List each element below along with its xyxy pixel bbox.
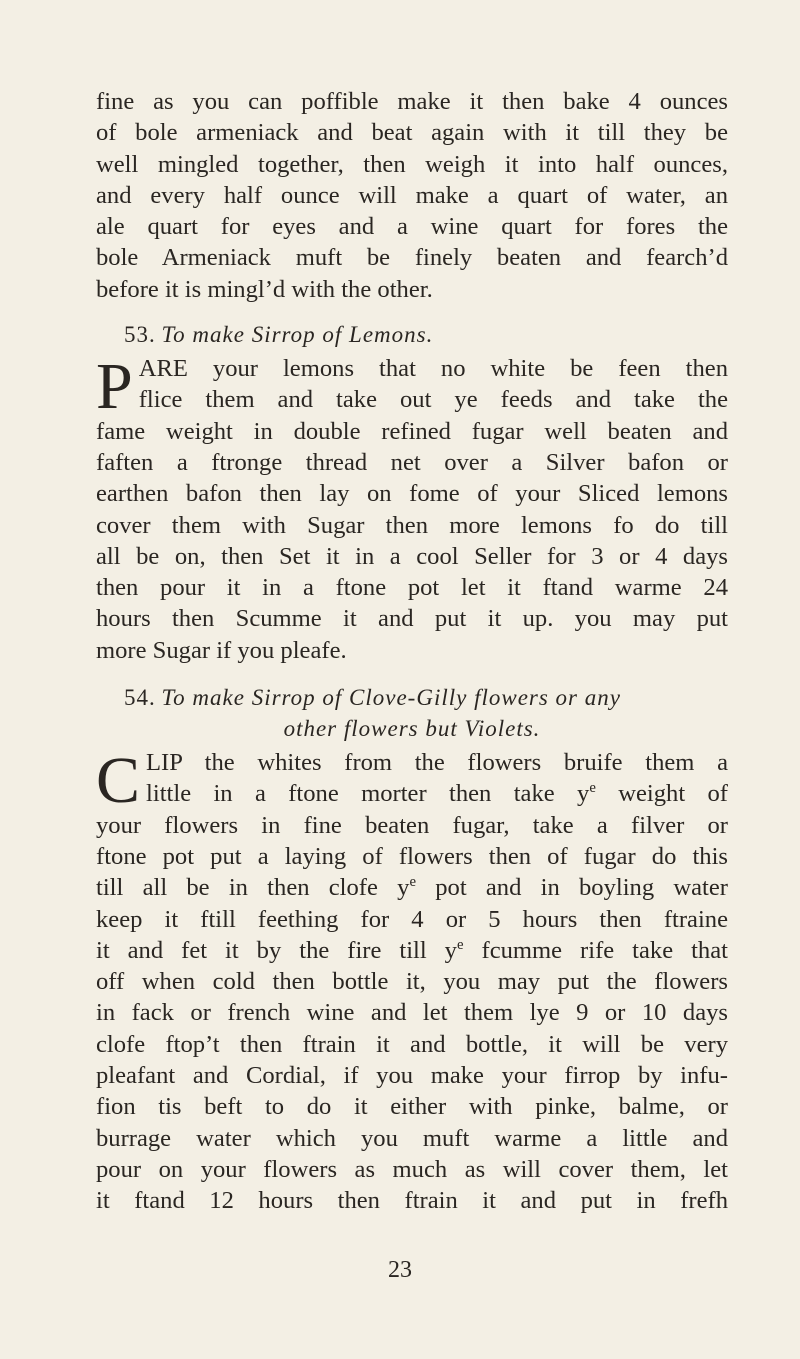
recipe-body (96, 744, 728, 1216)
recipe-heading (96, 319, 728, 350)
text-line: before it is mingl’d with the other. (96, 275, 433, 303)
text-line: bole Armeniack muft be finely beaten and fearch’d (96, 244, 728, 272)
superscript: e (589, 780, 596, 797)
page-number: 23 (388, 1257, 412, 1283)
text-line: pleafant and Cordial, if you make your firrop by infu- (96, 1062, 728, 1090)
text-line: well mingled together, then weigh it into half ounces, (96, 150, 728, 178)
recipe-54 (96, 682, 728, 1216)
recipe-heading (96, 682, 728, 713)
text-line: in fack or french wine and let them lye 9 or 10 days (96, 999, 728, 1027)
text-line: all be on, then Set it in a cool Seller for 3 or 4 days (96, 542, 728, 570)
text-line: fion tis beft to do it either with pinke, balme, or (96, 1093, 728, 1121)
text-line: fine as you can poffible make it then bake 4 ounces (96, 88, 728, 115)
recipe-title: To make Sirrop of Lemons. (161, 322, 434, 348)
text-line: and every half ounce will make a quart of water, an (96, 181, 728, 209)
text-line: then pour it in a ftone pot let it ftand warme 24 (96, 574, 728, 602)
text-line: ftone pot put a laying of flowers then of fugar do this (96, 842, 728, 870)
book-page (96, 86, 728, 1217)
recipe-body (96, 350, 728, 666)
text-line (96, 935, 728, 966)
text-line: flice them and take out ye feeds and take the (138, 386, 728, 414)
text-line: of bole armeniack and beat again with it till they be (96, 119, 728, 147)
recipe-title: To make Sirrop of Clove-Gilly flowers or any (161, 685, 621, 711)
text-line: ARE your lemons that no white be feen then (138, 355, 728, 383)
superscript: e (456, 936, 464, 953)
text-line (96, 872, 728, 903)
intro-paragraph (96, 86, 728, 305)
text-segment: it and fet it by the fire till y (96, 936, 457, 964)
text-line: ale quart for eyes and a wine quart for fores the (96, 213, 728, 241)
drop-cap: P (96, 350, 133, 424)
text-line: pour on your flowers as much as will cover them, let (96, 1155, 728, 1183)
recipe-number: 54. (124, 685, 156, 711)
drop-cap: C (96, 744, 141, 818)
recipe-number: 53. (124, 322, 156, 348)
text-line: earthen bafon then lay on fome of your Sliced lemons (96, 480, 728, 508)
recipe-title-continued: other flowers but Violets. (283, 716, 541, 742)
text-line: more Sugar if you pleafe. (96, 636, 347, 664)
text-segment: pot and in boyling water (416, 874, 728, 902)
text-line: your flowers in fine beaten fugar, take a filver or (96, 811, 728, 839)
text-line: clofe ftop’t then ftrain it and bottle, it will be very (96, 1030, 728, 1058)
text-line: fame weight in double refined fugar well beaten and (96, 417, 728, 445)
text-line (146, 778, 728, 809)
text-segment: little in a ftone morter then take y (146, 780, 590, 808)
text-line: faften a ftronge thread net over a Silver bafon or (96, 448, 728, 476)
recipe-heading-continued (96, 713, 728, 744)
text-segment: fcumme rife take that (463, 936, 728, 964)
text-line: off when cold then bottle it, you may put the flowers (96, 968, 728, 996)
text-line: cover them with Sugar then more lemons fo do till (96, 511, 728, 539)
recipe-53 (96, 319, 728, 666)
text-segment: weight of (595, 780, 728, 808)
text-segment: till all be in then clofe y (96, 874, 410, 902)
text-line: it ftand 12 hours then ftrain it and put in frefh (96, 1187, 728, 1215)
text-line: hours then Scumme it and put it up. you may put (96, 605, 728, 633)
superscript: e (409, 874, 416, 891)
text-line: keep it ftill feething for 4 or 5 hours then ftraine (96, 905, 728, 933)
text-line: burrage water which you muft warme a little and (96, 1124, 728, 1152)
text-line: LIP the whites from the flowers bruife them a (146, 749, 728, 777)
